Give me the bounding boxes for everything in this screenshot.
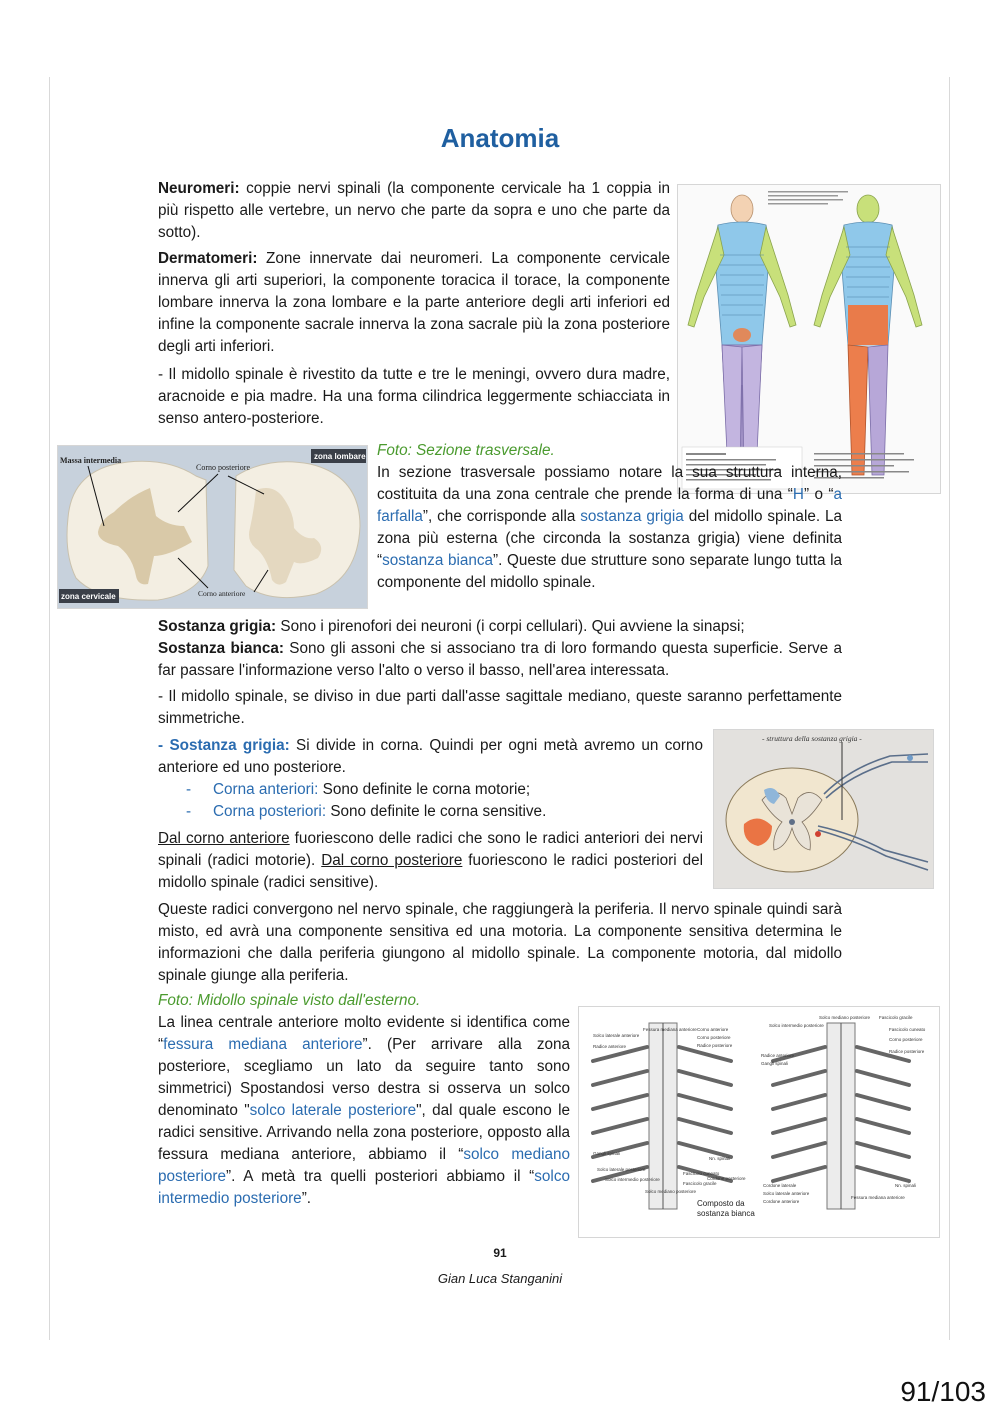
text-segment: ”. Queste due strutture sono separate lungo tutta la componente del midollo spinale.	[377, 552, 842, 591]
bullet-dash: -	[186, 781, 192, 798]
bullet-term: Corna posteriori:	[213, 803, 327, 820]
text-segment: ”. (Per arrivare alla zona posteriore, scegliamo un lato da seguire tanto sono simmetrici) Spostandosi verso destra si osserva un solco denominato "	[158, 1036, 571, 1119]
label-zona-lombare: zona lombare	[314, 452, 366, 461]
page-number: 91	[493, 1246, 507, 1260]
paragraph-nervo-spinale: Queste radici convergono nel nervo spinale, che raggiungerà la periferia. Il nervo spinale quindi sarà misto, ed avrà una componente sensitiva ed una motoria. La componente sensitiva determina le informazioni che dalla periferia giungono al midollo spinale. La componente motoria, dal midollo spinale giunge alla periferia.	[158, 901, 842, 984]
highlight-solco-intermedio-posteriore: solco intermedio posteriore	[158, 1168, 570, 1207]
external-spinal-cord-diagram	[579, 1007, 939, 1237]
label-mid-8: Solco mediano posteriore	[645, 1189, 697, 1194]
paragraph-esterno	[158, 990, 570, 1210]
label-right-2: Solco intermedio posteriore	[769, 1023, 824, 1028]
label-right-1: Fascicolo gracile	[879, 1015, 913, 1020]
text-segment: In sezione trasversale possiamo notare la sua struttura interna, costituita da una zona centrale che prende la forma di una “	[377, 464, 842, 503]
label-mid-0: Fessura mediana anteriore	[643, 1027, 697, 1032]
caption-midollo-esterno: Foto: Midollo spinale visto dall'esterno.	[158, 992, 421, 1009]
label-struttura-sostanza-grigia: - struttura della sostanza grigia -	[762, 734, 862, 743]
highlight-sostanza-grigia: sostanza grigia	[580, 508, 684, 525]
page-counter: 91/103	[900, 1376, 986, 1407]
term-dermatomeri: Dermatomeri:	[158, 250, 258, 267]
bullet-text: Sono definite le corna motorie;	[318, 781, 531, 798]
label-mid-7: Cordone posteriore	[707, 1176, 746, 1181]
highlight-solco-laterale-posteriore: solco laterale posteriore	[249, 1102, 417, 1119]
label-corno-anteriore: Corno anteriore	[198, 589, 246, 598]
term-sostanza-grigia: Sostanza grigia:	[158, 618, 277, 635]
label-right-3: Fascicolo cuneato	[889, 1027, 926, 1032]
text-neuromeri: coppie nervi spinali (la componente cervicale ha 1 coppia in più rispetto alle vertebre, un nervo che parte da sopra e uno che parte da sotto).	[158, 180, 670, 241]
label-right-4: Corno posteriore	[889, 1037, 923, 1042]
figure-external-view	[578, 1006, 940, 1238]
page-right-edge	[949, 77, 950, 1340]
author-name: Gian Luca Stanganini	[437, 1271, 563, 1286]
paragraph-neuromeri	[158, 178, 670, 244]
text-segment: ”, che corrisponde alla	[422, 508, 581, 525]
label-left-2: Gangli spinali	[593, 1151, 621, 1156]
text-segment: La linea centrale anteriore molto evidente si identifica come “	[158, 1014, 570, 1053]
bullet-corna-anteriori	[186, 779, 530, 801]
label-mid-4: Nn. spinali	[709, 1156, 731, 1161]
highlight-a-farfalla: a farfalla	[377, 486, 842, 525]
bullet-text: Sono definite le corna sensitive.	[326, 803, 547, 820]
label-right-12: Fessura mediana anteriore	[851, 1195, 905, 1200]
paragraph-sostanza-bianca-def	[158, 638, 842, 682]
underline-corno-posteriore: Dal corno posteriore	[321, 852, 463, 869]
paragraph-sostanza-grigia-def	[158, 616, 842, 638]
paragraph-sezione-trasversale	[377, 440, 842, 594]
text-segment: Sono gli assoni che si associano tra di loro formando questa superficie. Serve a far passare l'informazione verso l'alto o verso il basso, nell'area interessata.	[158, 640, 842, 679]
term-sostanza-bianca: Sostanza bianca:	[158, 640, 285, 657]
label-massa-intermedia: Massa intermedia	[60, 456, 122, 465]
highlight-fessura-mediana-anteriore: fessura mediana anteriore	[163, 1036, 363, 1053]
text-segment: ” o “	[803, 486, 834, 503]
label-right-11: Cordone anteriore	[763, 1199, 800, 1204]
bullet-dash: -	[186, 803, 192, 820]
paragraph-radici	[158, 828, 703, 894]
text-segment: ”. A metà tra quelli posteriori abbiamo il “	[226, 1168, 535, 1185]
label-right-8: Nn. spinali	[895, 1183, 917, 1188]
text-segment: Si divide in corna. Quindi per ogni metà avremo un corno anteriore ed uno posteriore.	[158, 737, 703, 776]
label-left-1: Radice anteriore	[593, 1044, 627, 1049]
page-title: Anatomia	[440, 123, 560, 153]
underline-corno-anteriore: Dal corno anteriore	[158, 830, 290, 847]
paragraph-corna	[158, 735, 703, 779]
text-segment: Sono i pirenofori dei neuroni (i corpi cellulari). Qui avviene la sinapsi;	[276, 618, 745, 635]
label-right-9: Cordone laterale	[763, 1183, 797, 1188]
label-right-7: Gangli spinali	[761, 1061, 789, 1066]
page-left-edge	[49, 77, 50, 1340]
label-mid-2: Corno posteriore	[697, 1035, 731, 1040]
text-segment: ", dal quale escono le radici sensitive. Arrivando nella zona posteriore, opposto alla fessura mediana anteriore, abbiamo il “	[158, 1102, 570, 1163]
text-segment: del midollo spinale. La zona più esterna (che circonda la sostanza grigia) viene definita “	[377, 508, 843, 569]
paragraph-simmetria: - Il midollo spinale, se diviso in due parti dall'asse sagittale mediano, queste saranno perfettamente simmetriche.	[158, 688, 842, 727]
label-right-5: Radice posteriore	[889, 1049, 925, 1054]
term-neuromeri: Neuromeri:	[158, 180, 240, 197]
figure-grey-matter	[713, 729, 934, 889]
label-left-3: Solco laterale posteriore	[597, 1167, 646, 1172]
text-segment: fuoriescono delle radici che sono le radici anteriori dei nervi spinali (radici motorie).	[158, 830, 704, 869]
text-segment: ”.	[301, 1190, 312, 1207]
label-right-6: Radice anteriore	[761, 1053, 795, 1058]
paragraph-meningi: - Il midollo spinale è rivestito da tutte e tre le meningi, ovvero dura madre, aracnoide e pia madre. Ha una forma cilindrica leggermente schiacciata in senso antero-posteriore.	[158, 366, 670, 427]
paragraph-dermatomeri	[158, 248, 670, 358]
highlight-sostanza-bianca: sostanza bianca	[382, 552, 494, 569]
figure-cross-section	[57, 445, 368, 609]
label-mid-6: Fascicolo gracile	[683, 1181, 717, 1186]
label-zona-cervicale: zona cervicale	[61, 592, 116, 601]
label-mid-1: Corno anteriore	[697, 1027, 729, 1032]
text-dermatomeri: Zone innervate dai neuromeri. La componente cervicale innerva gli arti superiori, la componente toracica il torace, la componente lombare innerva la zona lombare e la parte anteriore degli arti inferiori ed infine la componente sacrale innerva la zona sacrale più la zona posteriore degli arti inferiori.	[158, 250, 670, 355]
label-mid-5: Fascicolo cuneato	[683, 1171, 720, 1176]
label-composto-sostanza-bianca: Composto da sostanza bianca	[697, 1199, 755, 1218]
label-right-10: Solco laterale anteriore	[763, 1191, 810, 1196]
text-segment: fuoriescono le radici posteriori del midollo spinale (radici sensitive).	[158, 852, 703, 891]
bullet-term: Corna anteriori:	[213, 781, 319, 798]
bullet-corna-posteriori	[186, 801, 546, 823]
label-corno-posteriore: Corno posteriore	[196, 463, 250, 472]
label-right-0: Solco mediano posteriore	[819, 1015, 871, 1020]
highlight-solco-mediano-posteriore: solco mediano posteriore	[158, 1146, 570, 1185]
label-left-0: Solco laterale anteriore	[593, 1033, 640, 1038]
caption-sezione-trasversale: Foto: Sezione trasversale.	[377, 442, 555, 459]
label-left-4: Solco intermedio posteriore	[605, 1177, 660, 1182]
cross-section-photo	[58, 446, 367, 608]
highlight-h: H	[792, 486, 804, 503]
label-mid-3: Radice posteriore	[697, 1043, 733, 1048]
term-sostanza-grigia-corna: - Sostanza grigia:	[158, 737, 290, 754]
grey-matter-diagram	[714, 730, 933, 888]
